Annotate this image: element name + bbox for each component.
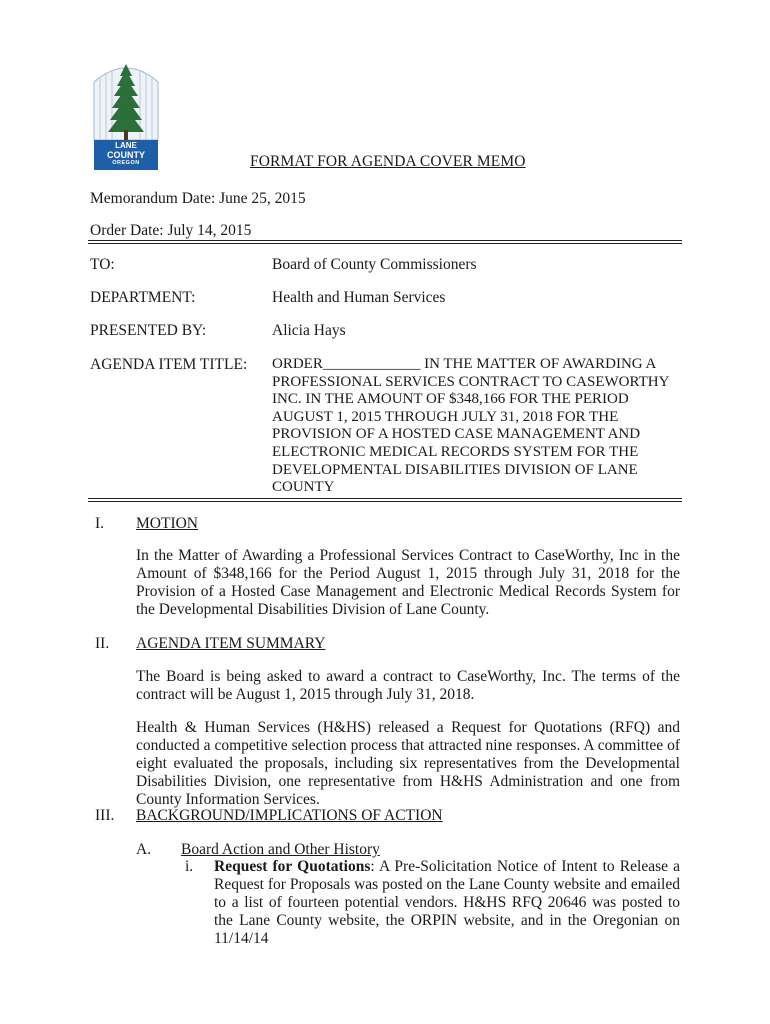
- department-value: Health and Human Services: [272, 289, 446, 306]
- order-date: Order Date: July 14, 2015: [90, 222, 252, 239]
- page-title: FORMAT FOR AGENDA COVER MEMO: [250, 153, 526, 170]
- header-divider: [88, 240, 682, 244]
- department-label: DEPARTMENT:: [90, 289, 196, 306]
- summary-paragraph-2: Health & Human Services (H&HS) released a Request for Quotations (RFQ) and conducted a competitive selection process that attracted nine responses. A committee of eight evaluated the proposals, including six representatives from the Developmental Disabilities Division, one representative from H&HS Administration and one from County Information Services.: [136, 719, 680, 808]
- agenda-item-title-value: ORDER_____________ IN THE MATTER OF AWARDING A PROFESSIONAL SERVICES CONTRACT TO CASEWORTHY INC. IN THE AMOUNT OF $348,166 FOR THE PERIOD AUGUST 1, 2015 THROUGH JULY 31, 2018 FOR THE PROVISION OF A HOSTED CASE MANAGEMENT AND ELECTRONIC MEDICAL RECORDS SYSTEM FOR THE DEVELOPMENTAL DISABILITIES DIVISION OF LANE COUNTY: [272, 356, 669, 496]
- summary-paragraph-1: The Board is being asked to award a contract to CaseWorthy, Inc. The terms of the contract will be August 1, 2015 through July 31, 2018.: [136, 668, 680, 703]
- to-label: TO:: [90, 256, 115, 273]
- logo-text-oregon: OREGON: [112, 160, 140, 166]
- logo-text-county: COUNTY: [107, 149, 145, 160]
- section-3-heading: BACKGROUND/IMPLICATIONS OF ACTION: [136, 807, 443, 824]
- item-i-number: i.: [185, 858, 194, 875]
- section-3-number: III.: [95, 807, 115, 824]
- presented-by-value: Alicia Hays: [272, 322, 346, 339]
- item-i-paragraph: [214, 858, 680, 948]
- subsection-a-heading: Board Action and Other History: [181, 841, 380, 858]
- subsection-a-letter: A.: [136, 841, 152, 858]
- presented-by-label: PRESENTED BY:: [90, 322, 207, 339]
- fields-divider: [88, 498, 682, 502]
- memo-date: Memorandum Date: June 25, 2015: [90, 190, 306, 207]
- motion-text: In the Matter of Awarding a Professional Services Contract to CaseWorthy, Inc in the Amount of $348,166 for the Period August 1, 2015 through July 31, 2018 for the Provision of a Hosted Case Management and Electronic Medical Records System for the Developmental Disabilities Division of Lane County.: [136, 547, 680, 618]
- to-value: Board of County Commissioners: [272, 256, 477, 273]
- section-2-heading: AGENDA ITEM SUMMARY: [136, 635, 326, 652]
- lane-county-logo: [90, 60, 162, 172]
- section-2-number: II.: [95, 635, 110, 652]
- item-i-title: Request for Quotations: [214, 858, 371, 875]
- section-1-number: I.: [95, 515, 105, 532]
- item-i-text: : A Pre-Solicitation Notice of Intent to Release a Request for Proposals was posted on the Lane County website and emailed to a list of fourteen potential vendors. H&HS RFQ 20646 was posted to the Lane County website, the ORPIN website, and in the Oregonian on 11/14/14: [214, 858, 681, 947]
- section-1-heading: MOTION: [136, 515, 198, 532]
- agenda-item-title-label: AGENDA ITEM TITLE:: [90, 356, 248, 373]
- logo-text-lane: LANE: [115, 141, 137, 150]
